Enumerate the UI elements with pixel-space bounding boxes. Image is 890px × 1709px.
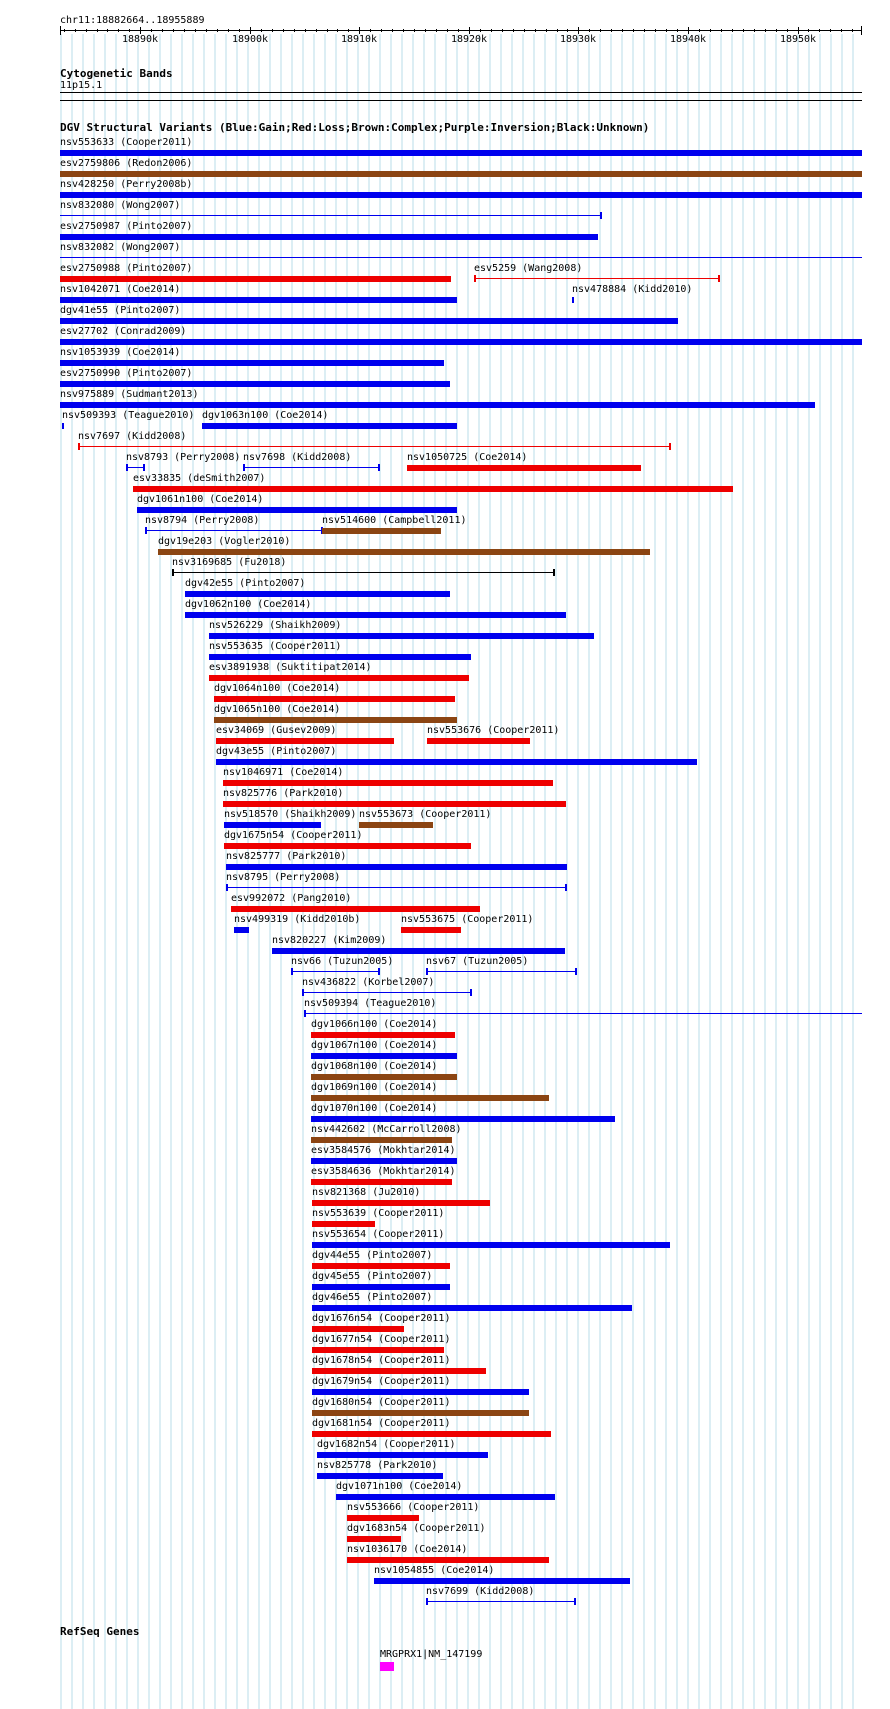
ruler-major-tick — [140, 27, 141, 34]
variant-bar[interactable] — [202, 423, 457, 429]
variant-label[interactable]: dgv41e55 (Pinto2007) — [60, 305, 181, 316]
ruler-minor-tick — [699, 29, 700, 32]
ruler-minor-tick — [217, 29, 218, 32]
variant-label[interactable]: nsv1050725 (Coe2014) — [407, 452, 528, 463]
gene-feature[interactable] — [380, 1662, 394, 1671]
variant-bar[interactable] — [336, 1494, 555, 1500]
ruler-minor-tick — [425, 29, 426, 32]
gene-label[interactable]: MRGPRX1|NM_147199 — [380, 1649, 483, 1660]
variant-bar[interactable] — [312, 1410, 529, 1416]
variant-label[interactable]: nsv553675 (Cooper2011) — [401, 914, 534, 925]
variant-bar[interactable] — [312, 1200, 490, 1206]
ruler-minor-tick — [633, 29, 634, 32]
variant-bar[interactable] — [60, 360, 444, 366]
variant-label[interactable]: nsv67 (Tuzun2005) — [426, 956, 529, 967]
variant-end-tick — [172, 569, 174, 576]
variant-label[interactable]: esv2750990 (Pinto2007) — [60, 368, 193, 379]
variant-bar[interactable] — [78, 446, 670, 447]
variant-end-tick — [718, 275, 720, 282]
ruler-minor-tick — [546, 29, 547, 32]
variant-bar[interactable] — [311, 1032, 455, 1038]
variant-bar[interactable] — [272, 948, 565, 954]
variant-label[interactable]: dgv1676n54 (Cooper2011) — [312, 1313, 451, 1324]
variant-bar[interactable] — [311, 1179, 452, 1185]
variant-label[interactable]: nsv1042071 (Coe2014) — [60, 284, 181, 295]
variant-bar[interactable] — [185, 612, 566, 618]
variant-bar[interactable] — [291, 971, 379, 972]
variant-bar[interactable] — [216, 759, 697, 765]
variant-bar[interactable] — [60, 339, 862, 345]
ruler-minor-tick — [370, 29, 371, 32]
ruler-minor-tick — [195, 29, 196, 32]
variant-label[interactable]: nsv499319 (Kidd2010b) — [234, 914, 361, 925]
variant-bar[interactable] — [231, 906, 480, 912]
variant-label[interactable]: dgv45e55 (Pinto2007) — [312, 1271, 433, 1282]
variant-label[interactable]: nsv518570 (Shaikh2009) — [224, 809, 357, 820]
ruler-minor-tick — [819, 29, 820, 32]
variant-bar[interactable] — [311, 1053, 457, 1059]
ruler-minor-tick — [327, 29, 328, 32]
variant-label[interactable]: esv3584636 (Mokhtar2014) — [311, 1166, 456, 1177]
ruler-major-tick — [469, 27, 470, 34]
variant-bar[interactable] — [312, 1242, 670, 1248]
variant-label[interactable]: dgv1680n54 (Cooper2011) — [312, 1397, 451, 1408]
variant-label[interactable]: dgv1069n100 (Coe2014) — [311, 1082, 438, 1093]
variant-label[interactable]: esv3891938 (Suktitipat2014) — [209, 662, 372, 673]
variant-end-tick — [470, 989, 472, 996]
ruler-minor-tick — [776, 29, 777, 32]
variant-bar[interactable] — [226, 887, 566, 888]
variant-bar[interactable] — [304, 1013, 862, 1014]
variant-label[interactable]: esv3584576 (Mokhtar2014) — [311, 1145, 456, 1156]
ruler-minor-tick — [162, 29, 163, 32]
ruler-minor-tick — [97, 29, 98, 32]
variant-end-tick — [426, 1598, 428, 1605]
variant-label[interactable]: nsv509394 (Teague2010) — [304, 998, 437, 1009]
ruler-minor-tick — [808, 29, 809, 32]
variant-bar[interactable] — [158, 549, 650, 555]
variant-label[interactable]: dgv1067n100 (Coe2014) — [311, 1040, 438, 1051]
variant-label[interactable]: nsv66 (Tuzun2005) — [291, 956, 394, 967]
cytoband-separator-2 — [60, 100, 862, 101]
cytoband-track-title: Cytogenetic Bands — [60, 67, 173, 80]
variant-end-tick — [565, 884, 567, 891]
variant-end-tick — [126, 464, 128, 471]
variant-bar[interactable] — [224, 843, 471, 849]
variant-bar[interactable] — [311, 1158, 457, 1164]
ruler-minor-tick — [765, 29, 766, 32]
variant-bar[interactable] — [312, 1347, 444, 1353]
variant-label[interactable]: dgv1675n54 (Cooper2011) — [224, 830, 363, 841]
variant-label[interactable]: dgv1066n100 (Coe2014) — [311, 1019, 438, 1030]
variant-bar[interactable] — [312, 1326, 404, 1332]
variant-bar[interactable] — [60, 150, 862, 156]
ruler-minor-tick — [841, 29, 842, 32]
variant-label[interactable]: esv33835 (deSmith2007) — [133, 473, 266, 484]
ruler-minor-tick — [294, 29, 295, 32]
variant-label[interactable]: dgv1064n100 (Coe2014) — [214, 683, 341, 694]
variant-bar[interactable] — [60, 276, 451, 282]
variant-label[interactable]: dgv1681n54 (Cooper2011) — [312, 1418, 451, 1429]
ruler-minor-tick — [677, 29, 678, 32]
variant-label[interactable]: dgv1062n100 (Coe2014) — [185, 599, 312, 610]
variant-bar[interactable] — [427, 738, 530, 744]
variant-end-tick — [669, 443, 671, 450]
variant-end-tick — [575, 968, 577, 975]
variant-bar[interactable] — [209, 633, 594, 639]
variant-end-tick — [145, 527, 147, 534]
variant-end-tick — [378, 464, 380, 471]
variant-bar[interactable] — [60, 192, 862, 198]
ruler-minor-tick — [513, 29, 514, 32]
ruler-minor-tick — [458, 29, 459, 32]
variant-bar[interactable] — [317, 1473, 443, 1479]
variant-bar[interactable] — [312, 1389, 529, 1395]
variant-bar[interactable] — [223, 780, 553, 786]
variant-label[interactable]: nsv832082 (Wong2007) — [60, 242, 181, 253]
variant-label[interactable]: nsv553633 (Cooper2011) — [60, 137, 193, 148]
variant-bar[interactable] — [133, 486, 733, 492]
ruler-minor-tick — [173, 29, 174, 32]
variant-label[interactable]: nsv820227 (Kim2009) — [272, 935, 387, 946]
ruler-minor-tick — [206, 29, 207, 32]
ruler-range-label: chr11:18882664..18955889 — [60, 15, 205, 26]
variant-label[interactable]: nsv428250 (Perry2008b) — [60, 179, 193, 190]
variant-bar[interactable] — [311, 1074, 457, 1080]
ruler-minor-tick — [480, 29, 481, 32]
ruler-minor-tick — [392, 29, 393, 32]
ruler-minor-tick — [830, 29, 831, 32]
ruler-minor-tick — [75, 29, 76, 32]
ruler-minor-tick — [743, 29, 744, 32]
variant-label[interactable]: esv5259 (Wang2008) — [474, 263, 583, 274]
ruler-minor-tick — [261, 29, 262, 32]
variant-label[interactable]: nsv553639 (Cooper2011) — [312, 1208, 445, 1219]
variant-label[interactable]: nsv825778 (Park2010) — [317, 1460, 438, 1471]
variant-bar[interactable] — [60, 171, 862, 177]
ruler-minor-tick — [787, 29, 788, 32]
variant-label[interactable]: nsv8795 (Perry2008) — [226, 872, 341, 883]
variant-label[interactable]: nsv1036170 (Coe2014) — [347, 1544, 468, 1555]
variant-bar[interactable] — [317, 1452, 488, 1458]
variant-label[interactable]: nsv478884 (Kidd2010) — [572, 284, 693, 295]
variant-bar[interactable] — [347, 1557, 549, 1563]
variant-end-tick — [600, 212, 602, 219]
variant-bar[interactable] — [572, 297, 574, 303]
ruler-minor-tick — [129, 29, 130, 32]
variant-label[interactable]: esv2750987 (Pinto2007) — [60, 221, 193, 232]
variant-label[interactable]: dgv1677n54 (Cooper2011) — [312, 1334, 451, 1345]
variant-bar[interactable] — [312, 1221, 375, 1227]
variant-label[interactable]: nsv553666 (Cooper2011) — [347, 1502, 480, 1513]
variant-label[interactable]: nsv7699 (Kidd2008) — [426, 1586, 535, 1597]
variant-bar[interactable] — [209, 675, 469, 681]
ruler-minor-tick — [732, 29, 733, 32]
variant-label[interactable]: nsv436822 (Korbel2007) — [302, 977, 435, 988]
variant-label[interactable]: dgv1063n100 (Coe2014) — [202, 410, 329, 421]
variant-bar[interactable] — [407, 465, 641, 471]
variant-end-tick — [143, 464, 145, 471]
variant-bar[interactable] — [145, 530, 322, 531]
variant-end-tick — [243, 464, 245, 471]
ruler-minor-tick — [666, 29, 667, 32]
ruler-line — [60, 30, 862, 31]
ruler-minor-tick — [305, 29, 306, 32]
ruler-minor-tick — [64, 29, 65, 32]
ruler-minor-tick — [502, 29, 503, 32]
variant-bar[interactable] — [224, 822, 321, 828]
ruler-tick-label: 18950k — [779, 34, 817, 45]
variant-label[interactable]: nsv509393 (Teague2010) — [62, 410, 195, 421]
variant-end-tick — [553, 569, 555, 576]
variant-label[interactable]: nsv442602 (McCarroll2008) — [311, 1124, 462, 1135]
variant-label[interactable]: nsv825776 (Park2010) — [223, 788, 344, 799]
variant-end-tick — [474, 275, 476, 282]
variant-bar[interactable] — [474, 278, 719, 279]
ruler-end-tick-left — [60, 26, 61, 35]
variant-label[interactable]: nsv1054855 (Coe2014) — [374, 1565, 495, 1576]
variant-bar[interactable] — [226, 864, 567, 870]
variant-label[interactable]: dgv1065n100 (Coe2014) — [214, 704, 341, 715]
variant-bar[interactable] — [214, 696, 455, 702]
variant-label[interactable]: nsv7698 (Kidd2008) — [243, 452, 352, 463]
ruler-minor-tick — [239, 29, 240, 32]
ruler-minor-tick — [721, 29, 722, 32]
ruler-tick-label: 18890k — [121, 34, 159, 45]
variant-bar[interactable] — [347, 1515, 419, 1521]
ruler-tick-label: 18920k — [450, 34, 488, 45]
variant-bar[interactable] — [214, 717, 457, 723]
variant-label[interactable]: dgv43e55 (Pinto2007) — [216, 746, 337, 757]
ruler-minor-tick — [622, 29, 623, 32]
ruler-minor-tick — [228, 29, 229, 32]
ruler-minor-tick — [86, 29, 87, 32]
cytoband-separator-1 — [60, 92, 862, 93]
ruler-major-tick — [250, 27, 251, 34]
ruler-minor-tick — [403, 29, 404, 32]
variant-bar[interactable] — [185, 591, 450, 597]
variant-end-tick — [304, 1010, 306, 1017]
ruler-minor-tick — [710, 29, 711, 32]
variant-label[interactable]: esv992072 (Pang2010) — [231, 893, 352, 904]
ruler-minor-tick — [535, 29, 536, 32]
ruler-minor-tick — [611, 29, 612, 32]
variant-label[interactable]: esv2750988 (Pinto2007) — [60, 263, 193, 274]
variant-bar[interactable] — [137, 507, 457, 513]
variant-end-tick — [302, 989, 304, 996]
ruler-minor-tick — [184, 29, 185, 32]
variant-label[interactable]: dgv1678n54 (Cooper2011) — [312, 1355, 451, 1366]
variant-label[interactable]: nsv553676 (Cooper2011) — [427, 725, 560, 736]
ruler-minor-tick — [272, 29, 273, 32]
variant-bar[interactable] — [311, 1116, 615, 1122]
ruler-tick-label: 18910k — [340, 34, 378, 45]
ruler-minor-tick — [600, 29, 601, 32]
variant-label[interactable]: dgv1682n54 (Cooper2011) — [317, 1439, 456, 1450]
ruler-major-tick — [359, 27, 360, 34]
variant-bar[interactable] — [401, 927, 461, 933]
ruler-minor-tick — [381, 29, 382, 32]
variant-bar[interactable] — [312, 1263, 450, 1269]
variant-label[interactable]: dgv44e55 (Pinto2007) — [312, 1250, 433, 1261]
variant-bar[interactable] — [426, 971, 576, 972]
ruler-end-tick-right — [861, 26, 862, 35]
ruler-minor-tick — [567, 29, 568, 32]
ruler-tick-label: 18930k — [559, 34, 597, 45]
variant-label[interactable]: dgv1683n54 (Cooper2011) — [347, 1523, 486, 1534]
variant-label[interactable]: nsv832080 (Wong2007) — [60, 200, 181, 211]
ruler-major-tick — [688, 27, 689, 34]
variant-bar[interactable] — [312, 1431, 551, 1437]
variant-label[interactable]: dgv1679n54 (Cooper2011) — [312, 1376, 451, 1387]
ruler-minor-tick — [107, 29, 108, 32]
ruler-minor-tick — [557, 29, 558, 32]
variant-label[interactable]: nsv8794 (Perry2008) — [145, 515, 260, 526]
variant-label[interactable]: dgv19e203 (Vogler2010) — [158, 536, 291, 547]
variant-label[interactable]: esv2759806 (Redon2006) — [60, 158, 193, 169]
variant-label[interactable]: dgv46e55 (Pinto2007) — [312, 1292, 433, 1303]
variant-label[interactable]: nsv975889 (Sudmant2013) — [60, 389, 199, 400]
variant-bar[interactable] — [60, 215, 601, 216]
variant-label[interactable]: nsv1053939 (Coe2014) — [60, 347, 181, 358]
variant-label[interactable]: nsv825777 (Park2010) — [226, 851, 347, 862]
ruler-minor-tick — [589, 29, 590, 32]
variant-bar[interactable] — [223, 801, 566, 807]
variant-label[interactable]: nsv514600 (Campbell2011) — [322, 515, 467, 526]
ruler-minor-tick — [151, 29, 152, 32]
variant-label[interactable]: nsv7697 (Kidd2008) — [78, 431, 187, 442]
variant-bar[interactable] — [312, 1284, 450, 1290]
variant-end-tick — [291, 968, 293, 975]
variant-label[interactable]: nsv553654 (Cooper2011) — [312, 1229, 445, 1240]
variant-label[interactable]: dgv42e55 (Pinto2007) — [185, 578, 306, 589]
variant-label[interactable]: nsv553673 (Cooper2011) — [359, 809, 492, 820]
variant-bar[interactable] — [60, 381, 450, 387]
refseq-track-title: RefSeq Genes — [60, 1625, 140, 1638]
ruler-minor-tick — [447, 29, 448, 32]
variant-label[interactable]: esv27702 (Conrad2009) — [60, 326, 187, 337]
variant-end-tick — [78, 443, 80, 450]
variant-label[interactable]: dgv1061n100 (Coe2014) — [137, 494, 264, 505]
variant-bar[interactable] — [126, 467, 144, 468]
variant-end-tick — [574, 1598, 576, 1605]
ruler-minor-tick — [644, 29, 645, 32]
ruler-tick-label: 18940k — [669, 34, 707, 45]
variant-end-tick — [378, 968, 380, 975]
variant-bar[interactable] — [322, 528, 441, 534]
variant-label[interactable]: dgv1071n100 (Coe2014) — [336, 1481, 463, 1492]
ruler-major-tick — [578, 27, 579, 34]
variant-bar[interactable] — [60, 234, 598, 240]
ruler-minor-tick — [337, 29, 338, 32]
variant-bar[interactable] — [60, 402, 815, 408]
variant-bar[interactable] — [62, 423, 64, 429]
variant-bar[interactable] — [311, 1137, 452, 1143]
variant-label[interactable]: dgv1070n100 (Coe2014) — [311, 1103, 438, 1114]
variant-bar[interactable] — [347, 1536, 401, 1542]
variant-bar[interactable] — [216, 738, 394, 744]
variant-label[interactable]: nsv526229 (Shaikh2009) — [209, 620, 342, 631]
variant-label[interactable]: nsv553635 (Cooper2011) — [209, 641, 342, 652]
ruler-minor-tick — [348, 29, 349, 32]
ruler-minor-tick — [655, 29, 656, 32]
variant-label[interactable]: esv34069 (Gusev2009) — [216, 725, 337, 736]
variant-end-tick — [226, 884, 228, 891]
variant-bar[interactable] — [426, 1601, 575, 1602]
variant-bar[interactable] — [374, 1578, 630, 1584]
ruler-tick-label: 18900k — [231, 34, 269, 45]
ruler-minor-tick — [524, 29, 525, 32]
variant-bar[interactable] — [302, 992, 471, 993]
ruler-minor-tick — [754, 29, 755, 32]
ruler-minor-tick — [316, 29, 317, 32]
ruler-minor-tick — [852, 29, 853, 32]
variant-label[interactable]: nsv8793 (Perry2008) — [126, 452, 241, 463]
variant-bar[interactable] — [312, 1305, 632, 1311]
variant-label[interactable]: nsv1046971 (Coe2014) — [223, 767, 344, 778]
variant-bar[interactable] — [60, 318, 678, 324]
variant-bar[interactable] — [209, 654, 471, 660]
variant-label[interactable]: dgv1068n100 (Coe2014) — [311, 1061, 438, 1072]
variant-bar[interactable] — [60, 297, 457, 303]
variant-label[interactable]: nsv821368 (Ju2010) — [312, 1187, 421, 1198]
variant-bar[interactable] — [359, 822, 433, 828]
ruler-minor-tick — [491, 29, 492, 32]
ruler-major-tick — [798, 27, 799, 34]
ruler-minor-tick — [414, 29, 415, 32]
ruler-minor-tick — [283, 29, 284, 32]
cytoband-name: 11p15.1 — [60, 80, 103, 91]
variant-bar[interactable] — [60, 257, 862, 258]
variant-bar[interactable] — [172, 572, 554, 573]
variant-end-tick — [426, 968, 428, 975]
variant-label[interactable]: nsv3169685 (Fu2018) — [172, 557, 287, 568]
variant-bar[interactable] — [312, 1368, 486, 1374]
variant-bar[interactable] — [311, 1095, 549, 1101]
dgv-track-title: DGV Structural Variants (Blue:Gain;Red:Loss;Brown:Complex;Purple:Inversion;Black:Unknown) — [60, 121, 650, 134]
variant-bar[interactable] — [234, 927, 249, 933]
ruler-minor-tick — [118, 29, 119, 32]
ruler-minor-tick — [436, 29, 437, 32]
variant-bar[interactable] — [243, 467, 379, 468]
